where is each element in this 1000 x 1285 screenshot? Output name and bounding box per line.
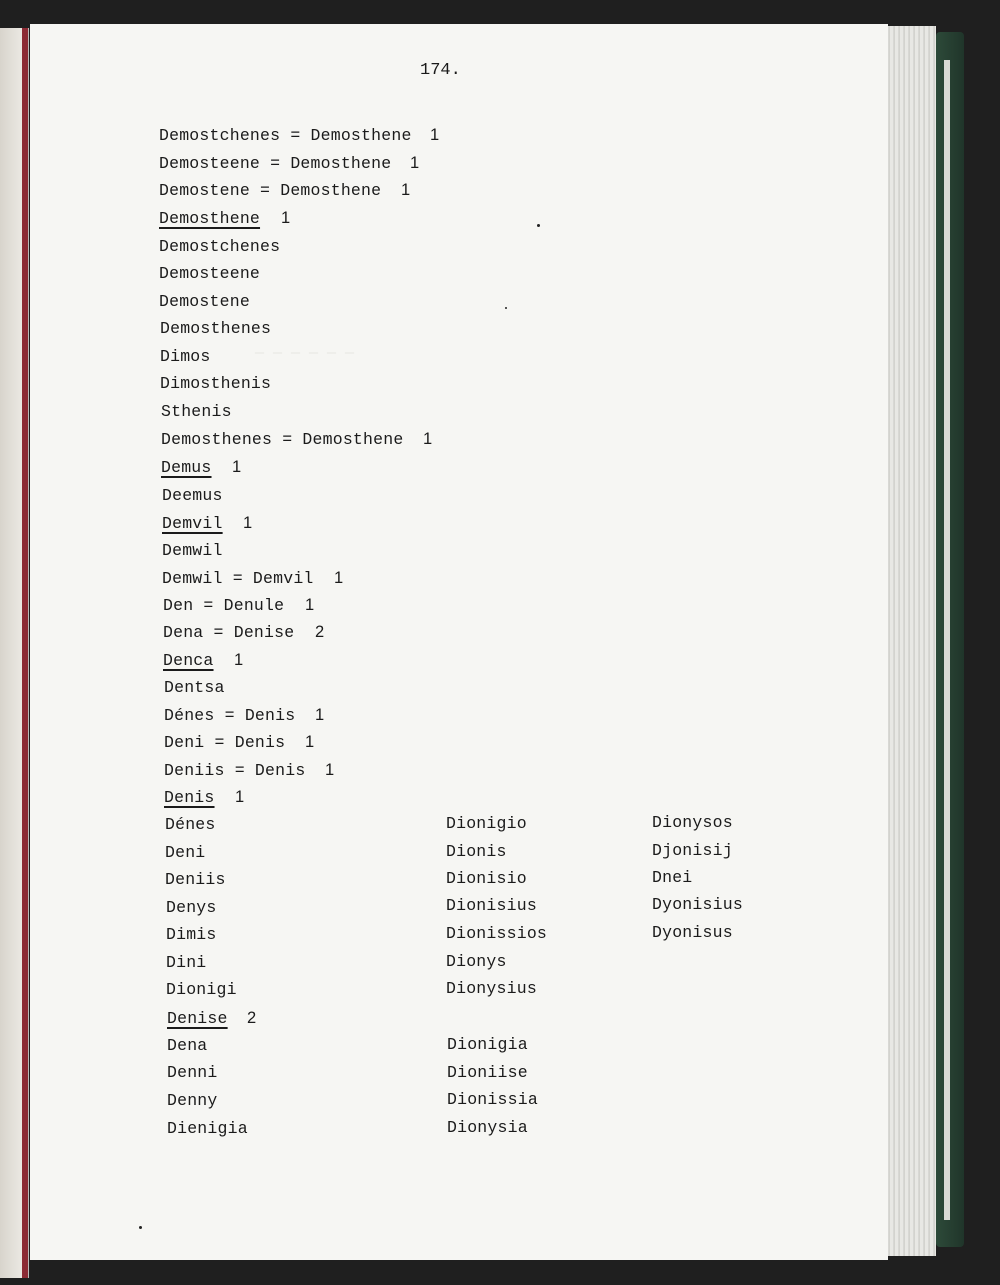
headword: Demosthene [159, 209, 261, 228]
list-item: Demwil = Demvil [162, 569, 314, 588]
list-item: Dionigi [166, 980, 237, 999]
list-item: Dionigia [447, 1035, 528, 1054]
ink-speck [537, 224, 540, 227]
list-item: Dionisius [446, 896, 537, 915]
entry-count: 1 [410, 154, 420, 172]
list-item: Dyonisius [652, 895, 743, 914]
headword: Denca [163, 651, 214, 670]
entry-count: 2 [247, 1009, 257, 1027]
entry-count: 1 [401, 181, 411, 199]
list-item: Demwil [162, 541, 223, 560]
list-item: Dioniise [447, 1063, 528, 1082]
cover-inner-edge [944, 60, 950, 1220]
list-item: Dentsa [164, 678, 225, 697]
ink-speck [505, 307, 507, 309]
list-item: Dionys [446, 952, 507, 971]
entry-count: 1 [235, 788, 245, 806]
entry-count: 2 [315, 623, 325, 641]
list-item: Dimis [166, 925, 217, 944]
list-item: Dionisio [446, 869, 527, 888]
list-item: Demostchenes = Demosthene [159, 126, 412, 145]
ink-speck [139, 1226, 142, 1229]
entry-count: 1 [325, 761, 335, 779]
list-item: Sthenis [161, 402, 232, 421]
entry-count: 1 [334, 569, 344, 587]
list-item: Den = Denule [163, 596, 285, 615]
bleed-through: — — — — — — [255, 345, 355, 362]
headword: Denise [167, 1009, 228, 1028]
list-item: Dimosthenis [160, 374, 272, 393]
list-item: Deniis [165, 870, 226, 889]
list-item: Demostchenes [159, 237, 281, 256]
entry-count: 1 [281, 209, 291, 227]
list-item: Dimos [160, 347, 211, 366]
list-item: Demosthenes [160, 319, 272, 338]
headword: Denis [164, 788, 215, 807]
page-block-edges [886, 26, 936, 1256]
list-item: Dionis [446, 842, 507, 861]
entry-count: 1 [423, 430, 433, 448]
headword: Demus [161, 458, 212, 477]
list-item: Dionysos [652, 813, 733, 832]
entry-count: 1 [234, 651, 244, 669]
entry-count: 1 [243, 514, 253, 532]
list-item: Denny [167, 1091, 218, 1110]
list-item: Deni [165, 843, 206, 862]
list-item: Demostene = Demosthene [159, 181, 382, 200]
list-item: Dnei [652, 868, 693, 887]
list-item: Demosteene [159, 264, 261, 283]
list-item: Dyonisus [652, 923, 733, 942]
headword: Demvil [162, 514, 223, 533]
list-item: Dena = Denise [163, 623, 295, 642]
entry-count: 1 [305, 733, 315, 751]
list-item: Dionigio [446, 814, 527, 833]
list-item: Dionissios [446, 924, 548, 943]
list-item: Deniis = Denis [164, 761, 306, 780]
entry-count: 1 [315, 706, 325, 724]
list-item: Dienigia [167, 1119, 248, 1138]
entry-count: 1 [232, 458, 242, 476]
list-item: Dénes = Denis [164, 706, 296, 725]
list-item: Demosthenes = Demosthene [161, 430, 404, 449]
list-item: Djonisij [652, 841, 733, 860]
list-item: Demosteene = Demosthene [159, 154, 392, 173]
list-item: Dionysia [447, 1118, 528, 1137]
list-item: Deemus [162, 486, 223, 505]
book-cover [936, 32, 964, 1247]
list-item: Dionissia [447, 1090, 538, 1109]
list-item: Denni [167, 1063, 218, 1082]
list-item: Dini [166, 953, 207, 972]
list-item: Denys [166, 898, 217, 917]
list-item: Dionysius [446, 979, 537, 998]
entry-count: 1 [430, 126, 440, 144]
entry-count: 1 [305, 596, 315, 614]
binding-edge [22, 28, 28, 1278]
list-item: Deni = Denis [164, 733, 286, 752]
list-item: Dénes [165, 815, 216, 834]
list-item: Dena [167, 1036, 208, 1055]
page-number: 174. [420, 61, 461, 80]
list-item: Demostene [159, 292, 250, 311]
